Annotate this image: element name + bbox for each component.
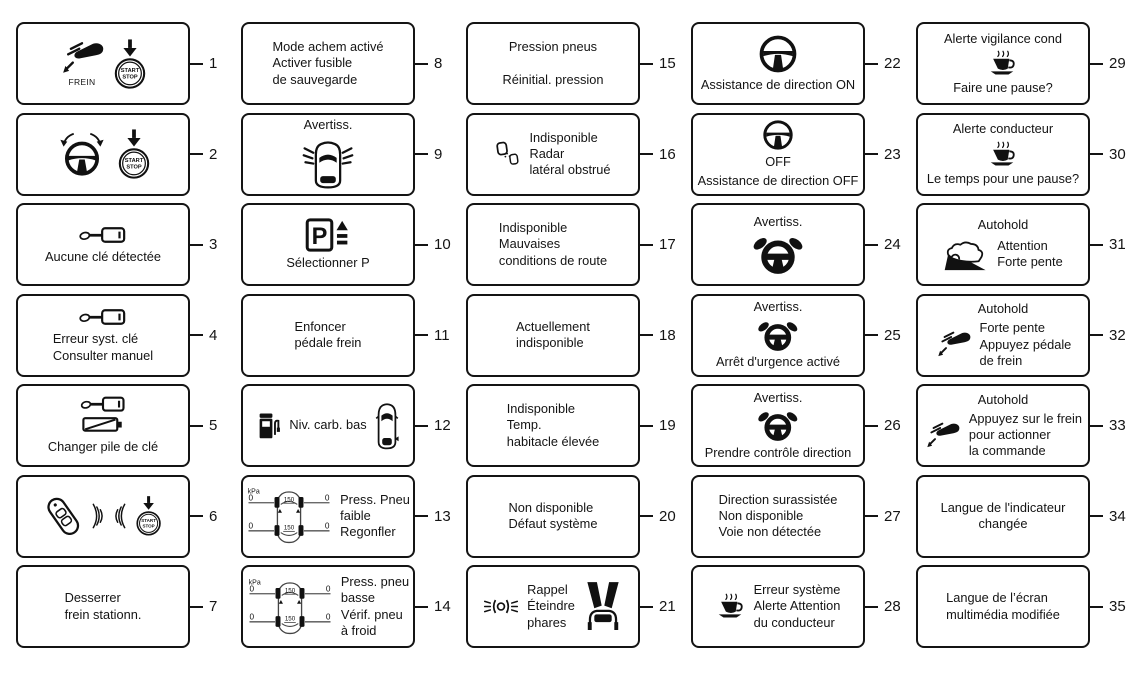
legend-item [691,113,909,196]
box-row [698,173,859,189]
icon-caption: FREIN [68,77,96,87]
message-box [691,475,865,558]
message-box [916,565,1090,648]
connector-line [865,606,878,608]
key-fob-icon [43,492,83,540]
svg-text:0: 0 [248,521,254,531]
legend-item [16,22,234,105]
message-box [16,294,190,377]
box-row [705,445,852,461]
connector-line [1090,244,1103,246]
message-box [16,203,190,286]
message-text: Avertiss. [753,299,803,315]
box-row [946,590,1060,623]
message-box [16,565,190,648]
message-box [916,22,1090,105]
legend-item [241,565,459,648]
svg-text:0: 0 [248,493,254,503]
item-number: 19 [659,417,676,434]
message-box [466,113,640,196]
hands-wheel-icon [752,234,804,275]
connector-line [415,63,428,65]
message-text: Erreur système Alerte Attention du conducteur [753,582,841,630]
message-text: Autohold [977,216,1029,232]
connector-line [640,63,653,65]
message-text: Erreur syst. clé Consulter manuel [52,331,154,363]
box-row [286,255,369,271]
svg-text:STOP: STOP [122,74,138,81]
svg-text:150: 150 [283,496,295,504]
connector-line [190,515,203,517]
message-text: Prendre contrôle direction [704,444,852,460]
item-number: 28 [884,598,901,615]
connector-line [865,425,878,427]
connector-line [415,425,428,427]
svg-text:STOP: STOP [126,164,142,171]
message-box [466,203,640,286]
item-number: 35 [1109,598,1126,615]
message-box [241,294,415,377]
message-text: Aucune clé détectée [45,248,161,264]
item-number: 8 [434,55,443,72]
box-row [507,401,600,450]
box-row [55,128,151,180]
connector-line [1090,153,1103,155]
message-box [241,113,415,196]
svg-text:STOP: STOP [142,523,156,529]
svg-text:150: 150 [284,587,296,595]
item-number: 15 [659,55,676,72]
hill-icon [943,236,989,272]
car-sensors-icon [302,137,354,191]
message-box [916,113,1090,196]
legend-item [916,113,1134,196]
box-row [516,319,590,352]
box-row [978,301,1029,317]
message-box [241,475,415,558]
message-text: Avertiss. [753,389,803,405]
legend-item [241,384,459,467]
message-text: Enfoncer pédale frein [294,318,362,350]
box-row [502,39,603,88]
message-box [691,22,865,105]
steering-arrows-icon [55,131,109,177]
box-row [754,390,803,406]
connector-line [865,244,878,246]
box-row [43,492,162,540]
message-text: Changer pile de clé [47,439,159,455]
message-box [466,294,640,377]
message-text: Autohold [977,391,1029,407]
legend-item [466,294,684,377]
message-text: Autohold [977,301,1029,316]
message-box [16,475,190,558]
message-box [241,22,415,105]
item-number: 2 [209,145,218,163]
legend-item [916,294,1134,377]
message-text: Niv. carb. bas [289,417,367,433]
message-text: Indisponible Temp. habitacle élevée [506,401,600,449]
svg-text:0: 0 [325,521,330,531]
item-number: 29 [1109,55,1126,72]
message-text: Alerte vigilance cond [943,30,1063,46]
box-row [765,154,791,170]
hands-wheel-icon [757,409,799,442]
legend-item [466,565,684,648]
box-row [77,395,129,436]
connector-line [190,334,203,336]
connector-line [865,63,878,65]
legend-item [691,294,909,377]
tpms-icon [247,577,333,637]
message-box [16,384,190,467]
start-stop-icon [117,128,151,180]
connector-line [640,425,653,427]
message-text: Mode achem activé Activer fusible de sauvegarde [272,39,384,87]
legend-item [466,203,684,286]
connector-line [640,153,653,155]
connector-line [640,244,653,246]
message-box [691,294,865,377]
svg-text:kPa: kPa [247,488,260,496]
connector-line [640,334,653,336]
item-number: 5 [209,417,218,434]
svg-text:START: START [124,158,144,165]
p-select-icon [305,218,351,252]
item-number: 13 [434,507,451,525]
box-row [304,117,353,133]
message-box [691,113,865,196]
headlight-icon [483,596,519,617]
svg-text:0: 0 [249,611,254,621]
box-row [509,500,598,533]
coffee-icon [716,593,746,620]
legend-item [916,384,1134,467]
connector-line [190,153,203,155]
box-row [45,249,161,265]
legend-item [241,475,459,558]
steering-icon [762,119,794,151]
message-box [466,475,640,558]
legend-item [466,113,684,196]
box-row [246,486,410,546]
message-box [16,113,190,196]
svg-text:START: START [141,518,157,524]
message-text: Actuellement indisponible [516,318,590,350]
item-number: 31 [1109,236,1126,253]
message-text: Alerte conducteur [952,121,1054,137]
connector-line [190,63,203,65]
message-box [466,384,640,467]
car-beams-icon [583,582,623,631]
message-text: Press. pneu basse Vérif. pneu à froid [340,574,410,638]
box-row [65,590,142,623]
box-row [53,331,153,364]
legend-item [916,565,1134,648]
item-number: 18 [659,326,676,344]
item-number: 10 [434,236,451,253]
box-row [988,141,1018,168]
legend-item [16,475,234,558]
box-row [48,439,158,455]
message-box [691,203,865,286]
box-row [953,121,1053,137]
message-box [241,565,415,648]
item-number: 27 [884,507,901,525]
item-number: 7 [209,598,218,615]
message-box [916,384,1090,467]
box-row [754,214,803,230]
legend-item [691,565,909,648]
legend-item [916,203,1134,286]
legend-item [16,384,234,467]
connector-line [865,334,878,336]
brake-pedal-icon [59,40,105,87]
message-box [916,203,1090,286]
item-number: 30 [1109,145,1126,163]
message-box [16,22,190,105]
box-row [247,574,409,639]
box-row [499,220,607,269]
message-box [916,294,1090,377]
message-text: Forte pente Appuyez pédale de frein [979,320,1072,368]
legend-item [241,294,459,377]
message-text: OFF [765,153,791,169]
connector-line [415,153,428,155]
connector-line [865,515,878,517]
message-text: Non disponible Défaut système [508,499,598,531]
box-row [927,171,1079,187]
connector-line [415,244,428,246]
svg-text:kPa: kPa [248,579,261,587]
message-box [466,22,640,105]
key-icon [78,306,128,328]
waves-right-icon [91,500,105,532]
message-text: Assistance de direction OFF [697,173,859,188]
item-number: 9 [434,145,443,163]
message-text: Rappel Éteindre phares [527,582,575,630]
box-row [978,217,1029,233]
hands-wheel-icon [757,319,799,352]
message-box [466,565,640,648]
box-row [305,218,351,252]
box-row [758,34,798,74]
box-row [924,411,1082,460]
box-row [757,409,799,442]
message-box [241,384,415,467]
box-row [78,306,128,328]
message-text: Indisponible Mauvaises conditions de route [498,220,608,268]
blind-spot-icon [495,141,521,167]
svg-text:P: P [311,223,328,250]
box-row [495,130,610,179]
box-row [757,319,799,352]
connector-line [415,334,428,336]
connector-line [1090,515,1103,517]
legend-item [466,22,684,105]
connector-line [415,515,428,517]
start-stop-icon [113,38,147,90]
box-row [59,38,147,90]
legend-item [241,22,459,105]
message-text: Press. Pneu faible Regonfler [340,491,410,540]
box-row [701,77,855,93]
box-row [716,354,840,370]
item-number: 6 [209,507,218,525]
box-row [762,119,794,151]
box-row [295,319,362,352]
svg-text:START: START [120,67,140,74]
item-number: 33 [1109,417,1126,434]
item-number: 16 [659,145,676,163]
message-box [241,203,415,286]
message-text: Desserrer frein stationn. [64,590,142,622]
legend-item [16,294,234,377]
legend-item [241,113,459,196]
box-row [754,299,803,315]
connector-line [1090,334,1103,336]
legend-item [466,475,684,558]
message-box [916,475,1090,558]
box-row [935,320,1072,369]
item-number: 32 [1109,326,1126,344]
message-text: Langue de l'indicateur changée [940,499,1066,531]
message-text: Indisponible Radar latéral obstrué [529,129,611,178]
box-row [78,224,128,246]
svg-text:0: 0 [325,493,330,503]
box-row [273,39,384,88]
key-battery-icon [77,395,129,436]
svg-text:0: 0 [249,583,254,593]
legend-item [916,22,1134,105]
tpms-icon [246,486,332,546]
message-text: Faire une pause? [953,80,1053,95]
warning-messages-grid [16,22,1134,648]
connector-line [1090,63,1103,65]
connector-line [1090,606,1103,608]
item-number: 25 [884,326,901,344]
start-stop-icon [135,495,162,537]
item-number: 22 [884,55,901,72]
box-row [257,401,398,451]
legend-item [466,384,684,467]
message-text: Avertiss. [303,117,353,133]
box-row [944,31,1062,47]
connector-line [415,606,428,608]
legend-item [16,203,234,286]
coffee-icon [988,141,1018,168]
item-number: 11 [434,326,450,344]
message-text: Appuyez sur le frein pour actionner la commande [968,410,1082,459]
connector-line [640,515,653,517]
message-text: Pression pneus Réinitial. pression [502,39,604,87]
box-row [943,236,1062,272]
message-text: Le temps pour une pause? [926,170,1080,186]
fuel-pump-icon [257,411,281,440]
item-number: 4 [209,326,218,344]
message-text: Langue de l’écran multimédia modifiée [946,590,1060,622]
message-text: Sélectionner P [286,254,370,270]
legend-item [691,384,909,467]
svg-text:0: 0 [325,611,331,621]
legend-item [691,22,909,105]
svg-text:0: 0 [325,583,331,593]
svg-text:150: 150 [284,615,296,623]
box-row [988,50,1018,77]
item-number: 24 [884,236,901,253]
legend-item [16,565,234,648]
item-number: 3 [209,236,218,253]
item-number: 21 [659,598,676,615]
item-number: 34 [1109,507,1126,525]
connector-line [865,153,878,155]
item-number: 26 [884,417,901,434]
message-text: Avertiss. [753,214,803,230]
connector-line [190,606,203,608]
box-row [302,137,354,191]
legend-item [16,113,234,196]
message-text: Direction surassistée Non disponible Voie non détectée [718,491,838,540]
message-box [691,565,865,648]
brake-pedal-icon [924,421,961,450]
brake-pedal-icon [935,330,972,359]
item-number: 23 [884,145,901,163]
message-text: Assistance de direction ON [700,76,856,92]
item-number: 1 [209,55,218,72]
item-number: 14 [434,598,451,615]
box-row [941,500,1066,533]
box-row [719,492,838,541]
message-text: Arrêt d'urgence activé [715,354,841,370]
car-top-icon [375,401,399,451]
box-row [752,234,804,275]
coffee-icon [988,50,1018,77]
svg-text:150: 150 [283,524,295,532]
message-text: Attention Forte pente [997,237,1063,270]
key-icon [78,224,128,246]
legend-item [916,475,1134,558]
box-row [483,582,623,631]
connector-line [190,244,203,246]
connector-line [1090,425,1103,427]
box-row [716,582,841,631]
box-row [978,392,1029,408]
legend-item [691,203,909,286]
item-number: 17 [659,236,676,253]
message-box [691,384,865,467]
item-number: 20 [659,507,676,525]
legend-item [691,475,909,558]
item-number: 12 [434,417,451,434]
connector-line [190,425,203,427]
waves-left-icon [113,500,127,532]
legend-item [241,203,459,286]
box-row [953,80,1053,96]
connector-line [640,606,653,608]
steering-icon [758,34,798,74]
